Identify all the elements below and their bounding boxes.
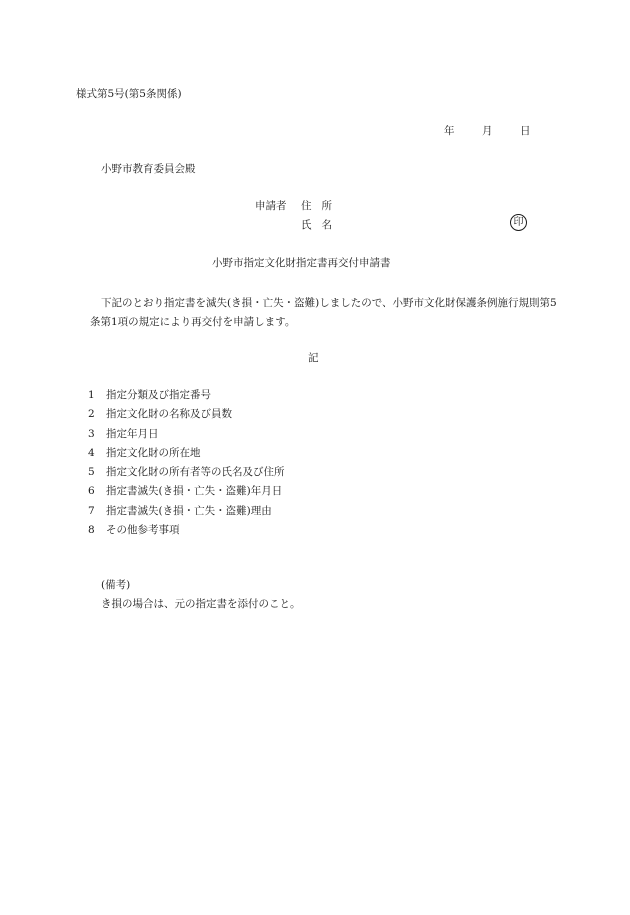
form-number: 様式第5号(第5条関係)	[76, 88, 182, 100]
item-text: 指定文化財の名称及び員数	[106, 408, 232, 421]
item-number: 4	[88, 446, 95, 459]
item-number: 7	[88, 504, 95, 517]
body-paragraph: 下記のとおり指定書を滅失(き損・亡失・盗難)しましたので、小野市文化財保護条例施行規則第5条第1項の規定により再交付を申請します。	[90, 297, 557, 328]
item-number: 5	[88, 466, 95, 479]
item-text: 指定文化財の所在地	[106, 446, 201, 459]
item-number: 3	[88, 427, 95, 440]
ki-heading: 記	[308, 352, 319, 364]
list-item	[88, 523, 285, 542]
list-item	[88, 446, 285, 465]
list-item	[88, 465, 285, 484]
item-text: 指定年月日	[106, 427, 159, 440]
name-label: 氏名	[301, 219, 342, 231]
date-line	[444, 124, 531, 138]
item-number: 6	[88, 485, 95, 498]
item-text: 指定書滅失(き損・亡失・盗難)理由	[106, 504, 272, 517]
list-item	[88, 388, 285, 407]
list-item	[88, 484, 285, 503]
list-item	[88, 427, 285, 446]
date-month-label: 月	[482, 125, 493, 137]
list-item	[88, 504, 285, 523]
notes-text: き損の場合は、元の指定書を添付のこと。	[101, 598, 301, 610]
address-label: 住所	[301, 200, 342, 212]
date-day-label: 日	[520, 125, 531, 137]
document-title: 小野市指定文化財指定書再交付申請書	[212, 257, 391, 269]
list-item	[88, 407, 285, 426]
seal-mark: 印	[510, 214, 527, 231]
items-list	[88, 388, 285, 542]
applicant-label: 申請者	[255, 200, 287, 212]
item-number: 1	[88, 389, 95, 401]
addressee: 小野市教育委員会殿	[101, 163, 196, 175]
item-number: 8	[88, 524, 95, 537]
item-text: その他参考事項	[106, 524, 180, 537]
date-year-label: 年	[444, 125, 455, 137]
item-text: 指定文化財の所有者等の氏名及び住所	[106, 466, 285, 479]
item-text: 指定分類及び指定番号	[106, 389, 211, 401]
notes-heading: (備考)	[101, 579, 131, 591]
item-number: 2	[88, 408, 95, 421]
item-text: 指定書滅失(き損・亡失・盗難)年月日	[106, 485, 283, 498]
